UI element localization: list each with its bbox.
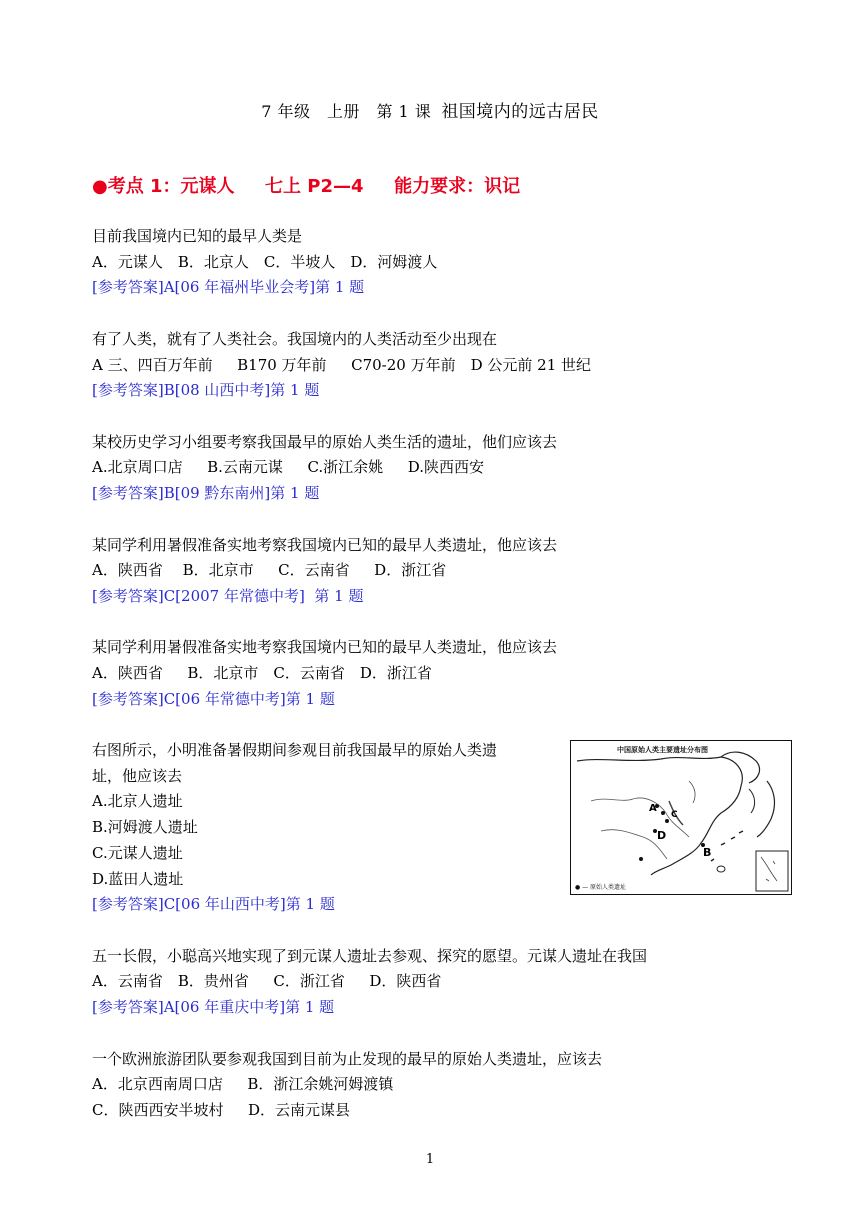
- question-3-options: A.北京周口店 B.云南元谋 C.浙江余姚 D.陕西西安: [92, 458, 484, 476]
- question-3-answer: [参考答案]B[09 黔东南州]第 1 题: [92, 484, 320, 502]
- map-graphic: [571, 741, 790, 893]
- question-6-answer: [参考答案]C[06 年山西中考]第 1 题: [92, 895, 335, 913]
- question-6-option-c: C.元谋人遗址: [92, 844, 183, 862]
- question-4-stem: 某同学利用暑假准备实地考察我国境内已知的最早人类遗址，他应该去: [92, 536, 558, 554]
- lesson-title-main: 祖国境内的远古居民: [441, 102, 599, 122]
- question-6-option-a: A.北京人遗址: [92, 792, 183, 810]
- page-number: 1: [425, 1152, 435, 1167]
- map-label-d: D: [657, 829, 667, 842]
- question-1-options: A．元谋人 B．北京人 C．半坡人 D．河姆渡人: [92, 253, 438, 271]
- question-4-options: A．陕西省 B．北京市 C．云南省 D．浙江省: [92, 561, 447, 579]
- lesson-title: [0, 97, 860, 122]
- question-6-stem: 右图所示，小明准备暑假期间参观目前我国最早的原始人类遗: [92, 741, 498, 759]
- question-2-options: A 三、四百万年前 B170 万年前 C70-20 万年前 D 公元前 21 世纪: [92, 356, 592, 374]
- question-1-stem: 目前我国境内已知的最早人类是: [92, 227, 303, 245]
- question-1-answer: [参考答案]A[06 年福州毕业会考]第 1 题: [92, 278, 365, 296]
- question-5-answer: [参考答案]C[06 年常德中考]第 1 题: [92, 690, 335, 708]
- map-title: 中国原始人类主要遗址分布图: [617, 746, 708, 754]
- map-label-c: C: [671, 810, 678, 820]
- question-2-stem: 有了人类，就有了人类社会。我国境内的人类活动至少出现在: [92, 330, 498, 348]
- question-8-stem: 一个欧洲旅游团队要参观我国到目前为止发现的最早的原始人类遗址，应该去: [92, 1050, 603, 1068]
- question-6-option-d: D.蓝田人遗址: [92, 870, 184, 888]
- question-6-option-b: B.河姆渡人遗址: [92, 818, 198, 836]
- question-7-answer: [参考答案]A[06 年重庆中考]第 1 题: [92, 998, 335, 1016]
- question-5-options: A．陕西省 B．北京市 C．云南省 D．浙江省: [92, 664, 432, 682]
- question-2-answer: [参考答案]B[08 山西中考]第 1 题: [92, 381, 320, 399]
- question-5-stem: 某同学利用暑假准备实地考察我国境内已知的最早人类遗址，他应该去: [92, 638, 558, 656]
- question-8-options-cd: C．陕西西安半坡村 D．云南元谋县: [92, 1101, 351, 1119]
- key-point-heading: ●考点 1：元谋人 七上 P2—4 能力要求：识记: [92, 176, 521, 197]
- map-label-a: A: [649, 803, 657, 814]
- question-6-stem-cont: 址，他应该去: [92, 767, 183, 785]
- question-4-answer: [参考答案]C[2007 年常德中考] 第 1 题: [92, 587, 364, 605]
- question-7-options: A．云南省 B．贵州省 C．浙江省 D．陕西省: [92, 972, 442, 990]
- china-sites-map: [570, 740, 792, 895]
- map-legend: ● — 原始人类遗址: [575, 884, 627, 891]
- question-8-options-ab: A．北京西南周口店 B．浙江余姚河姆渡镇: [92, 1075, 394, 1093]
- question-7-stem: 五一长假，小聪高兴地实现了到元谋人遗址去参观、探究的愿望。元谋人遗址在我国: [92, 947, 648, 965]
- map-label-b: B: [703, 846, 712, 859]
- question-3-stem: 某校历史学习小组要考察我国最早的原始人类生活的遗址，他们应该去: [92, 433, 558, 451]
- lesson-title-prefix: 7 年级 上册 第 1 课: [261, 102, 432, 121]
